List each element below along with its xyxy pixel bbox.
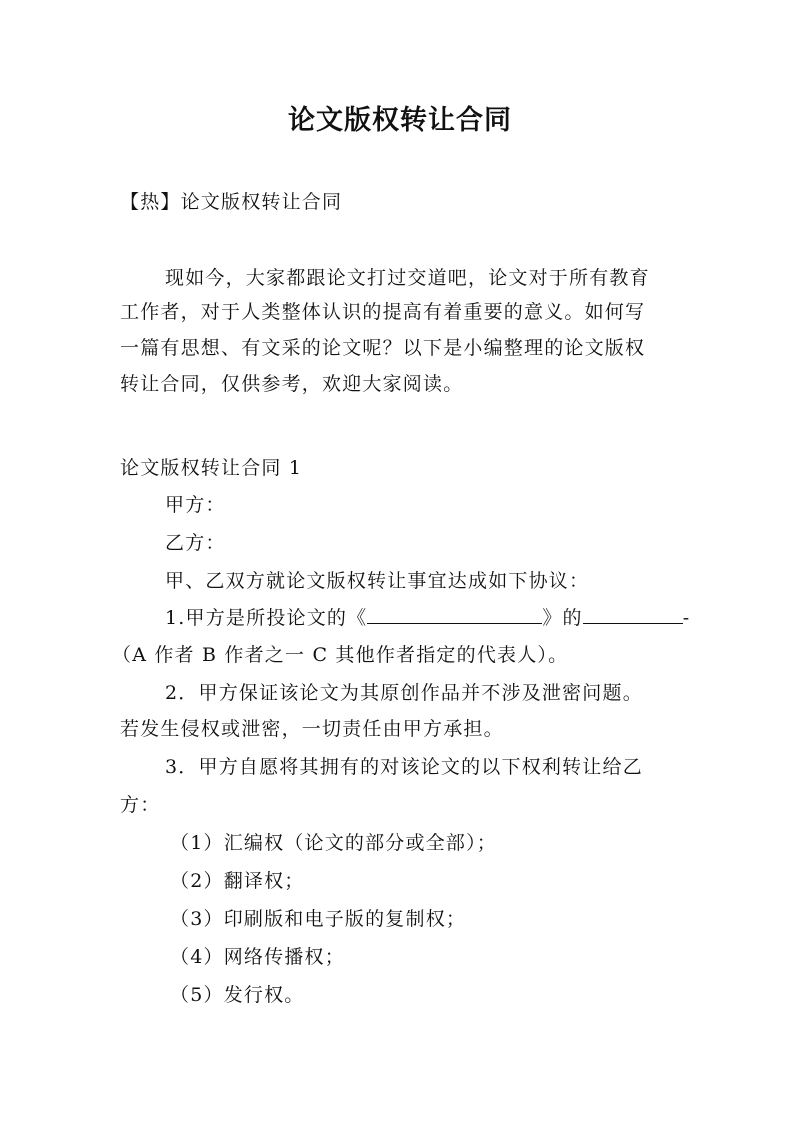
clause-2-line-2: 若发生侵权或泄密，一切责任由甲方承担。 (120, 718, 504, 740)
right-item-2: （2）翻译权； (170, 870, 305, 892)
clause-1-prefix: 1.甲方是所投论文的《 (165, 607, 368, 629)
right-item-3: （3）印刷版和电子版的复制权； (170, 908, 467, 930)
clause-1-continuation: （A 作者 B 作者之一 C 其他作者指定的代表人）。 (112, 644, 569, 666)
agreement-intro: 甲、乙双方就论文版权转让事宜达成如下协议： (165, 570, 590, 592)
right-item-4: （4）网络传播权； (170, 946, 345, 968)
intro-line-2: 工作者，对于人类整体认识的提高有着重要的意义。如何写 (120, 301, 646, 323)
party-b-label: 乙方： (165, 532, 226, 554)
clause-3-line-1: 3．甲方自愿将其拥有的对该论文的以下权利转让给乙 (165, 756, 643, 778)
right-item-1: （1）汇编权（论文的部分或全部）； (170, 832, 497, 854)
document-subtitle: 【热】论文版权转让合同 (120, 191, 343, 213)
clause-1 (165, 605, 735, 630)
section-heading: 论文版权转让合同 1 (120, 457, 303, 479)
author-role-blank (583, 605, 683, 624)
clause-1-suffix: - (682, 607, 691, 629)
clause-2-line-1: 2．甲方保证该论文为其原创作品并不涉及泄密问题。 (165, 682, 643, 704)
clause-3-line-2: 方： (120, 794, 161, 816)
party-a-label: 甲方： (165, 494, 226, 516)
document-title: 论文版权转让合同 (288, 105, 512, 136)
clause-1-middle: 》的 (542, 607, 583, 629)
intro-line-4: 转让合同，仅供参考，欢迎大家阅读。 (120, 373, 464, 395)
paper-title-blank (367, 605, 542, 624)
right-item-5: （5）发行权。 (170, 984, 305, 1006)
intro-line-1: 现如今，大家都跟论文打过交道吧，论文对于所有教育 (165, 267, 650, 289)
intro-line-3: 一篇有思想、有文采的论文呢？以下是小编整理的论文版权 (120, 337, 646, 359)
